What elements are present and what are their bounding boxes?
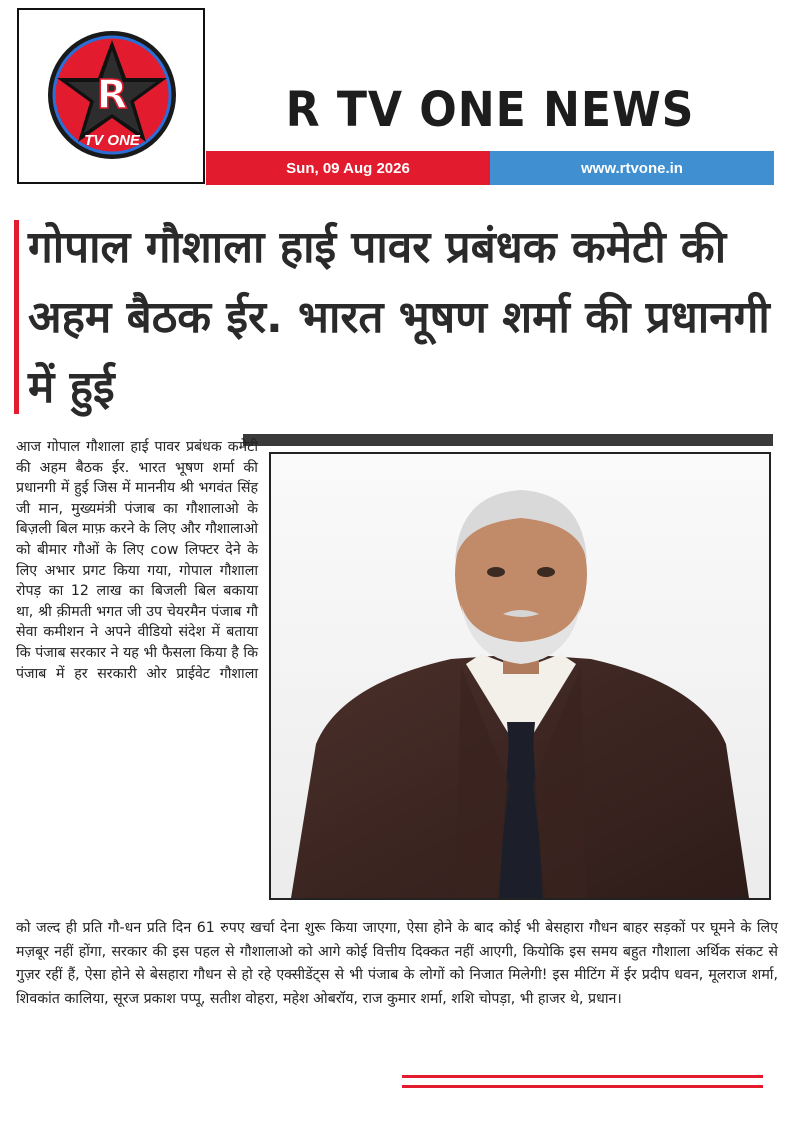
footer-rule — [402, 1085, 763, 1088]
rtv-star-logo-icon — [45, 28, 179, 162]
article-body-column: आज गोपाल गौशाला हाई पावर प्रबंधक कमेटी की अहम बैठक ईर. भारत भूषण शर्मा की प्रधानगी में हुई जिस में माननीय श्री भगवंत सिंह जी मान, मुख्यमंत्री पंजाब का गौशालाओ के बिज़ली बिल माफ़ करने के लिए और गौशालाओ को बीमार गौओं के लिए cow लिफ्टर देने के लिए अभार प्रगट किया गया, गोपाल गौशाला रोपड़ का 12 लाख का बिजली बिल बकाया था, श्री क़ीमती भगत जी उप चेयरमैन पंजाब गौ सेवा कमीशन ने अपने वीडियो संदेश में बताया कि पंजाब सरकार ने यह भी फैसला किया है कि पंजाब में हर सरकारी ओर प्राईवेट गौशाला — [16, 439, 258, 682]
headline-accent — [14, 220, 19, 414]
logo-text: TV ONE — [84, 132, 140, 149]
article-body-continued: को जल्द ही प्रति गौ-धन प्रति दिन 61 रुपए खर्चा देना शुरू किया जाएगा, ऐसा होने के बाद कोई भी बेसहारा गौधन बाहर सड़कों पर घूमने के लिए मज़बूर नहीं होंगा, सरकार की इस पहल से गौशालाओ को आगे कोई वित्तीय दिक्कत नहीं आएगी, कियोकि इस समय बहुत गौशाला अर्थिक संकट से गुज़र रहीं हैं, ऐसा होने से बेसहारा गौधन से हो रहे एक्सीडेंट्स से भी पंजाब के लोगों को निजात मिलेगी! इस मीटिंग में ईर प्रदीप धवन, मूलराज शर्मा, शिवकांत कालिया, सूरज प्रकाश पप्पू, सतीश वोहरा, महेश ओबरॉय, राज कुमार शर्मा, शशि चोपड़ा, भी हाजर थे, प्रधान। — [16, 920, 778, 1007]
svg-text:R: R — [96, 72, 128, 118]
date-badge: Sun, 09 Aug 2026 — [206, 151, 490, 185]
portrait-photo — [269, 452, 771, 900]
website-link[interactable]: www.rtvone.in — [490, 151, 774, 185]
masthead-title: R TV ONE NEWS — [285, 82, 695, 138]
photo-divider — [243, 434, 773, 446]
footer-rule — [402, 1075, 763, 1078]
logo — [17, 8, 205, 184]
article-headline: गोपाल गौशाला हाई पावर प्रबंधक कमेटी की अहम बैठक ईर. भारत भूषण शर्मा की प्रधानगी में हुई — [28, 222, 770, 413]
